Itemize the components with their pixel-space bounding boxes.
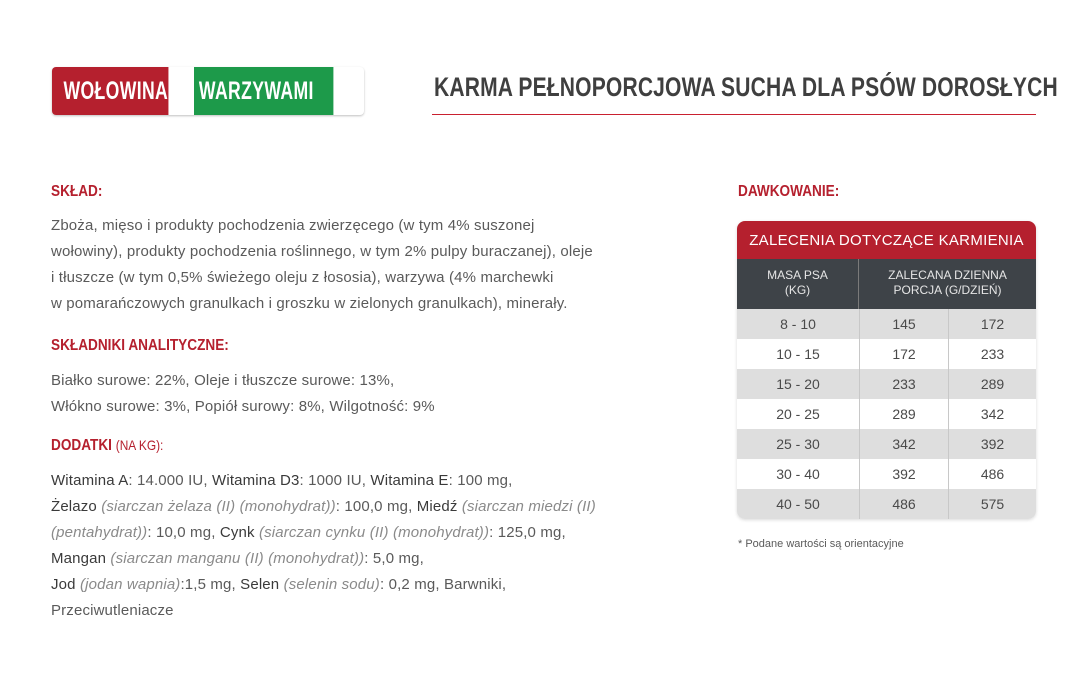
sklad-line: i tłuszcze (w tym 0,5% świeżego oleju z łososia), warzywa (4% marchewki (51, 269, 554, 286)
column-header-line: PORCJA (G/DZIEŃ) (893, 283, 1002, 297)
ingredient-value: :1,5 mg, (180, 576, 241, 593)
sklad-line: Zboża, mięso i produkty pochodzenia zwierzęcego (w tym 4% suszonej (51, 217, 535, 234)
cell-portion-max: 486 (980, 466, 1005, 482)
ingredient-form: (pentahydrat)) (51, 524, 148, 541)
cell-weight: 20 - 25 (737, 399, 860, 429)
table-header (737, 259, 1036, 309)
cell-portion-min: 145 (860, 309, 949, 339)
ingredient-form: (siarczan miedzi (II) (457, 498, 596, 515)
ingredient-form: (selenin sodu) (279, 576, 380, 593)
column-header-portion (859, 259, 1036, 309)
badge-red-part (52, 67, 184, 115)
ingredient-form: (siarczan żelaza (II) (monohydrat)) (96, 498, 336, 515)
badge-text-1: WOŁOWINA Z (63, 77, 184, 105)
ingredient-value: : 100,0 mg, (335, 498, 417, 515)
cell-portion-max: 575 (980, 496, 1005, 512)
table-row (737, 459, 1036, 489)
badge-green-part (194, 67, 333, 115)
column-header-line: ZALECANA DZIENNA (888, 268, 1007, 282)
column-header-line: (KG) (784, 283, 811, 297)
cell-portion-min: 342 (860, 429, 949, 459)
ingredient-value: : 14.000 IU, (128, 472, 213, 489)
table-row (737, 429, 1036, 459)
footnote: * Podane wartości są orientacyjne (738, 538, 904, 550)
dodatki-line (51, 494, 596, 520)
ingredient-value: : 0,2 mg, Barwniki, (379, 576, 507, 593)
ingredient-value: : 5,0 mg, (364, 550, 424, 567)
ingredient-name: Mangan (51, 550, 107, 567)
cell-weight: 15 - 20 (737, 369, 860, 399)
cell-portion-min: 392 (860, 459, 949, 489)
page-title (434, 72, 1058, 103)
table-row (737, 399, 1036, 429)
sklad-line: w pomarańczowych granulkach i groszku w zielonych granulkach), minerały. (51, 295, 568, 312)
dodatki-line (51, 572, 596, 598)
dodatki-heading (51, 437, 183, 455)
page-title-text: KARMA PEŁNOPORCJOWA SUCHA DLA PSÓW DOROSŁYCH (434, 72, 1058, 102)
ingredient-form: (jodan wapnia) (75, 576, 181, 593)
cell-portion-min: 486 (860, 489, 949, 519)
dodatki-subheading: (NA KG): (115, 437, 164, 453)
ingredient-value: : 1000 IU, (299, 472, 371, 489)
cell-portion-max: 392 (980, 436, 1005, 452)
dodatki-text (51, 468, 596, 624)
analityczne-heading-text: SKŁADNIKI ANALITYCZNE: (51, 337, 229, 354)
badge-text-2: WARZYWAMI (198, 77, 314, 105)
cell-portion-min: 233 (860, 369, 949, 399)
ingredient-value: : 125,0 mg, (489, 524, 566, 541)
table-title: ZALECENIA DOTYCZĄCE KARMIENIA (737, 221, 1036, 259)
ingredient-form: (siarczan cynku (II) (monohydrat)) (254, 524, 490, 541)
column-header-line: MASA PSA (767, 268, 828, 282)
ingredient-name: Cynk (219, 524, 255, 541)
ingredient-name: Miedź (416, 498, 458, 515)
dodatki-line (51, 520, 596, 546)
cell-portion-min: 289 (860, 399, 949, 429)
cell-weight: 40 - 50 (737, 489, 860, 519)
sklad-line: wołowiny), produkty pochodzenia roślinnego, w tym 2% pulpy buraczanej), oleje (51, 243, 593, 260)
product-badge (52, 67, 364, 115)
dodatki-heading-text: DODATKI (51, 437, 112, 454)
ingredient-name: Żelazo (51, 498, 97, 515)
dodatki-line (51, 546, 596, 572)
analityczne-heading (51, 337, 260, 355)
cell-weight: 25 - 30 (737, 429, 860, 459)
title-divider (432, 114, 1036, 115)
ingredient-value: : 10,0 mg, (147, 524, 220, 541)
ingredient-name: Witamina D3 (212, 472, 300, 489)
ingredient-form: (siarczan manganu (II) (monohydrat)) (106, 550, 365, 567)
table-row (737, 339, 1036, 369)
cell-portion-max: 289 (980, 376, 1005, 392)
cell-portion-max: 233 (980, 346, 1005, 362)
table-row (737, 489, 1036, 519)
dodatki-line: Przeciwutleniacze (51, 602, 174, 619)
feeding-table (737, 221, 1036, 519)
analityczne-line: Białko surowe: 22%, Oleje i tłuszcze surowe: 13%, (51, 372, 395, 389)
ingredient-name: Witamina A (51, 472, 129, 489)
cell-weight: 8 - 10 (737, 309, 860, 339)
dawkowanie-heading (738, 183, 857, 201)
sklad-heading-text: SKŁAD: (51, 183, 103, 200)
cell-portion-min: 172 (860, 339, 949, 369)
table-row (737, 369, 1036, 399)
cell-weight: 10 - 15 (737, 339, 860, 369)
sklad-text (51, 213, 593, 317)
table-row (737, 309, 1036, 339)
dodatki-line (51, 468, 596, 494)
dawkowanie-heading-text: DAWKOWANIE: (738, 183, 840, 200)
sklad-heading (51, 183, 111, 201)
ingredient-name: Selen (240, 576, 280, 593)
ingredient-value: : 100 mg, (448, 472, 513, 489)
ingredient-name: Jod (51, 576, 76, 593)
analityczne-line: Włókno surowe: 3%, Popiół surowy: 8%, Wilgotność: 9% (51, 398, 435, 415)
ingredient-name: Witamina E (370, 472, 449, 489)
column-header-weight (737, 259, 859, 309)
analityczne-text (51, 368, 435, 420)
cell-weight: 30 - 40 (737, 459, 860, 489)
cell-portion-max: 342 (980, 406, 1005, 422)
cell-portion-max: 172 (980, 316, 1005, 332)
